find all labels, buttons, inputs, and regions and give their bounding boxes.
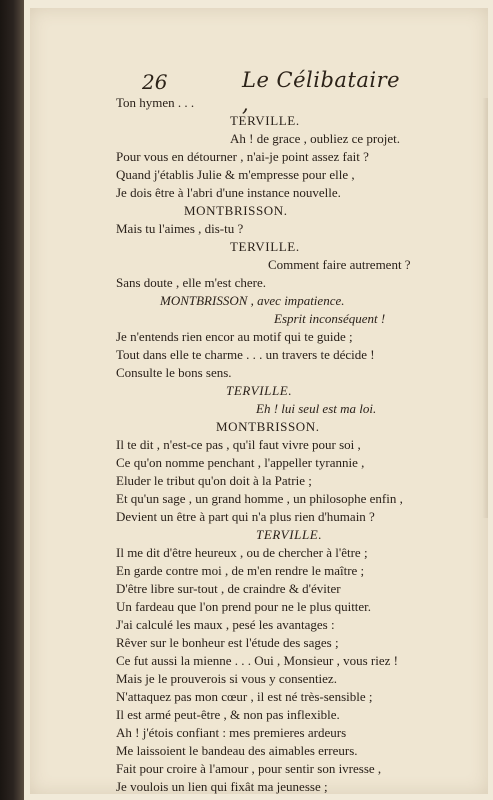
verse-line: Il me dit d'être heureux , ou de chercher à l'être ; <box>116 545 368 560</box>
verse-line: Je voulois un lien qui fixât ma jeunesse ; <box>116 779 328 794</box>
verse-line: En garde contre moi , de m'en rendre le maître ; <box>116 563 365 578</box>
verse-line: Devient un être à part qui n'a plus rien d'humain ? <box>116 509 375 524</box>
verse-line: Tout dans elle te charme . . . un travers te décide ! <box>116 347 375 362</box>
speaker-name: TERVILLE. <box>256 527 323 542</box>
verse-line: N'attaquez pas mon cœur , il est né très-sensible ; <box>116 689 373 704</box>
verse-line: Il te dit , n'est-ce pas , qu'il faut vivre pour soi , <box>116 437 361 452</box>
verse-line: Il est armé peut-être , & non pas inflexible. <box>116 707 340 722</box>
book-page <box>30 8 488 794</box>
speaker-name: MONTBRISSON. <box>216 419 320 434</box>
verse-line: Un fardeau que l'on prend pour ne le plus quitter. <box>116 599 372 614</box>
verse-line: Consulte le bons sens. <box>116 365 232 380</box>
verse-line: Ah ! de grace , oubliez ce projet. <box>230 131 401 146</box>
verse-line: Mais je le prouverois si vous y consentiez. <box>116 671 337 686</box>
verse-line: Pour vous en détourner , n'ai-je point assez fait ? <box>116 149 369 164</box>
page-number: 26 <box>142 70 168 94</box>
speaker-name: MONTBRISSON , avec impatience. <box>160 293 345 308</box>
facing-page-bleed <box>482 98 488 518</box>
verse-line: Quand j'établis Julie & m'empresse pour elle , <box>116 167 355 182</box>
verse-line: Je n'entends rien encor au motif qui te guide ; <box>116 329 353 344</box>
verse-line: Mais tu l'aimes , dis-tu ? <box>116 221 244 236</box>
book-spine-shadow <box>0 0 24 800</box>
verse-line: Eluder le tribut qu'on doit à la Patrie ; <box>116 473 312 488</box>
verse-line: Fait pour croire à l'amour , pour sentir son ivresse , <box>116 761 382 776</box>
verse-line: Esprit inconséquent ! <box>274 311 386 326</box>
verse-line: Je dois être à l'abri d'une instance nouvelle. <box>116 185 341 200</box>
verse-line: Ah ! j'étois confiant : mes premieres ardeurs <box>116 725 347 740</box>
speaker-name: MONTBRISSON. <box>184 203 288 218</box>
verse-line: Ce qu'on nomme penchant , l'appeller tyrannie , <box>116 455 365 470</box>
verse-line: Sans doute , elle m'est chere. <box>116 275 266 290</box>
verse-line: J'ai calculé les maux , pesé les avantages : <box>116 617 335 632</box>
verse-line: Ce fut aussi la mienne . . . Oui , Monsieur , vous riez ! <box>116 653 398 668</box>
running-title: Le Célibataire , <box>242 68 401 116</box>
verse-line: Et qu'un sage , un grand homme , un philosophe enfin , <box>116 491 403 506</box>
speaker-name: TERVILLE. <box>230 113 300 128</box>
speaker-name: TERVILLE. <box>226 383 293 398</box>
verse-line: Rêver sur le bonheur est l'étude des sages ; <box>116 635 339 650</box>
verse-line: Ton hymen . . . <box>116 95 195 110</box>
verse-line: Me laissoient le bandeau des aimables erreurs. <box>116 743 358 758</box>
verse-line: D'être libre sur-tout , de craindre & d'éviter <box>116 581 341 596</box>
speaker-name: TERVILLE. <box>230 239 300 254</box>
verse-line: Eh ! lui seul est ma loi. <box>256 401 377 416</box>
verse-line: Comment faire autrement ? <box>268 257 411 272</box>
